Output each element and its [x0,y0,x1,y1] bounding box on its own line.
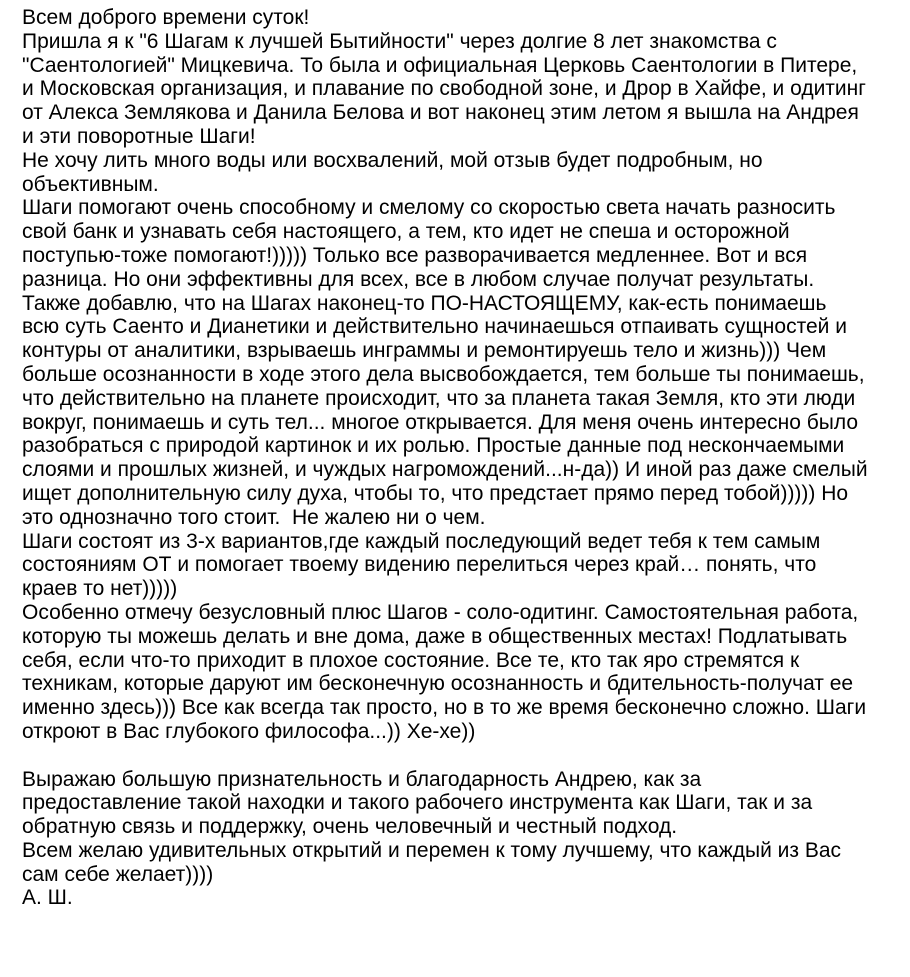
paragraph-gap [22,744,902,768]
text-line: разница. Но они эффективны для всех, все в любом случае получат результаты. [22,267,815,291]
text-line: откроют в Вас глубокого философа...)) Хе-хе)) [22,719,476,743]
text-line: техникам, которые даруют им бесконечную осознанность и бдительность-получат ее [22,672,854,696]
text-line: Шаги помогают очень способному и смелому со скоростью света начать разносить [22,196,836,220]
text-line: слоями и прошлых жизней, и чуждых нагромождений...н-да)) И иной раз даже смелый [22,458,868,482]
text-line: Также добавлю, что на Шагах наконец-то ПО-НАСТОЯЩЕМУ, как-есть понимаешь [22,291,827,315]
text-line: Всем доброго времени суток! [22,6,310,29]
text-line: Шаги состоят из 3-х вариантов,где каждый последующий ведет тебя к тем самым [22,529,821,553]
text-line: ищет дополнительную силу духа, чтобы то, что предстает прямо перед тобой))))) Но [22,481,849,505]
text-line: и Московская организация, и плавание по свободной зоне, и Дрор в Хайфе, и одитинг [22,77,866,101]
text-line: именно здесь))) Все как всегда так просто, но в то же время бесконечно сложно. Шаги [22,696,867,720]
signature-initials: А. Ш. [22,886,73,910]
text-line: "Саентологией" Мицкевича. То была и официальная Церковь Саентологии в Питере, [22,53,858,77]
text-line: Всем желаю удивительных открытий и перемен к тому лучшему, что каждый из Вас [22,838,842,862]
text-line: разобраться с природой картинок и их ролью. Простые данные под нескончаемыми [22,434,845,458]
text-line: свой банк и узнавать себя настоящего, а тем, кто идет не спеша и осторожной [22,220,790,244]
text-line: состояниям ОТ и помогает твоему видению перелиться через край… понять, что [22,553,817,577]
text-line: Не хочу лить много воды или восхвалений, мой отзыв будет подробным, но [22,148,763,172]
review-text-body [22,6,902,910]
text-line: это однозначно того стоит. Не жалею ни о чем. [22,505,486,529]
text-line: вокруг, понимаешь и суть тел... многое открывается. Для меня очень интересно было [22,410,859,434]
text-line: Выражаю большую признательность и благодарность Андрею, как за [22,767,702,791]
text-line: от Алекса Землякова и Данила Белова и вот наконец этим летом я вышла на Андрея [22,101,859,125]
text-line: контуры от аналитики, взрываешь инграммы и ремонтируешь тело и жизнь))) Чем [22,339,827,363]
text-line: обратную связь и поддержку, очень человечный и честный подход. [22,815,678,839]
text-line: которую ты можешь делать и вне дома, даже в общественных местах! Подлатывать [22,624,848,648]
text-line: и эти поворотные Шаги! [22,124,256,148]
text-line: поступью-тоже помогают!))))) Только все разворачивается медленнее. Вот и вся [22,243,808,267]
text-line: объективным. [22,172,159,196]
text-line: всю суть Саенто и Дианетики и действительно начинаешься отпаивать сущностей и [22,315,847,339]
text-line: предоставление такой находки и такого рабочего инструмента как Шаги, так и за [22,791,813,815]
text-line: больше осознанности в ходе этого дела высвобождается, тем больше ты понимаешь, [22,362,865,386]
text-line: что действительно на планете происходит, что за планета такая Земля, кто эти люди [22,386,856,410]
text-line: сам себе желает)))) [22,862,214,886]
text-line: Особенно отмечу безусловный плюс Шагов - соло-одитинг. Самостоятельная работа, [22,600,859,624]
text-line: себя, если что-то приходит в плохое состояние. Все те, кто так яро стремятся к [22,648,800,672]
text-line: краев то нет))))) [22,577,178,601]
text-line: Пришла я к "6 Шагам к лучшей Бытийности" через долгие 8 лет знакомства с [22,29,777,53]
